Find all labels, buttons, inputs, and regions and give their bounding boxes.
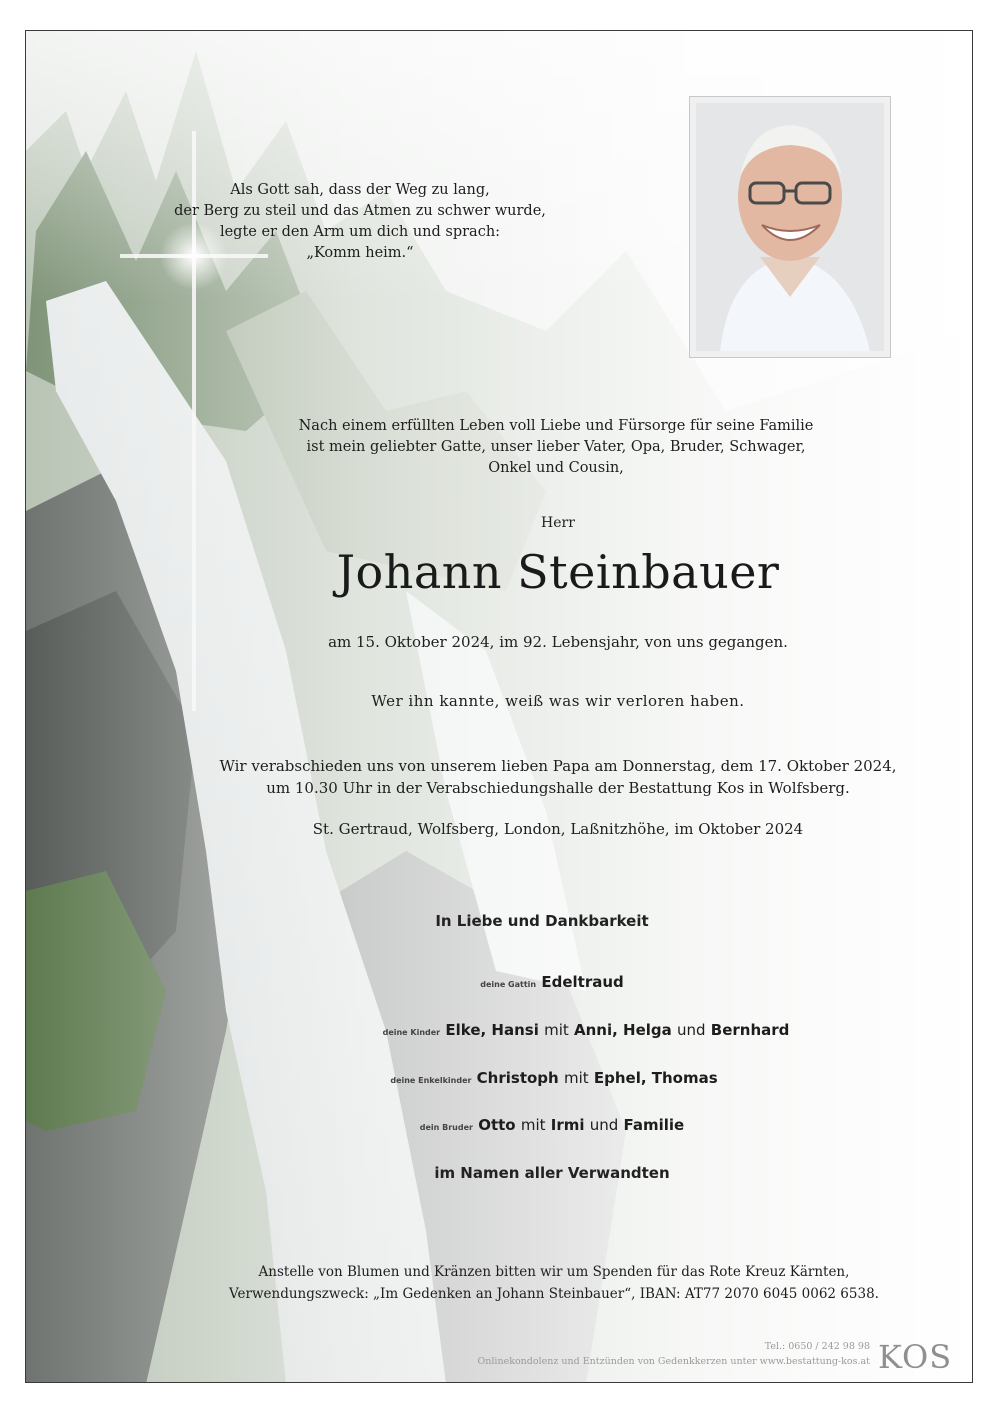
- mourner-wife: [52, 973, 1000, 991]
- place-date: St. Gertraud, Wolfsberg, London, Laßnitzhöhe, im Oktober 2024: [312, 820, 804, 838]
- death-date-line: am 15. Oktober 2024, im 92. Lebensjahr, von uns gegangen.: [328, 633, 788, 651]
- relation-label: deine Gattin: [480, 980, 537, 989]
- kos-logo: KOS: [878, 1338, 953, 1376]
- farewell-text: [58, 755, 1000, 799]
- intro-text: [56, 416, 1000, 479]
- relation-label: dein Bruder: [419, 1123, 473, 1132]
- mourner-name: Otto: [478, 1116, 516, 1134]
- connector: mit: [520, 1116, 546, 1134]
- mourner-name: Christoph: [476, 1069, 559, 1087]
- mourners-heading: In Liebe und Dankbarkeit: [435, 912, 649, 930]
- poem-line: „Komm heim.“: [306, 245, 414, 261]
- relation-label: deine Kinder: [382, 1028, 441, 1037]
- footer-phone: Tel.: 0650 / 242 98 98: [764, 1341, 870, 1352]
- mourner-name: Irmi: [550, 1116, 585, 1134]
- quote: Wer ihn kannte, weiß was wir verloren haben.: [371, 692, 745, 710]
- intro-line: ist mein geliebter Gatte, unser lieber Vater, Opa, Bruder, Schwager,: [306, 439, 806, 455]
- donation-text: [54, 1261, 1000, 1305]
- poem: [0, 180, 860, 264]
- connector: und: [589, 1116, 619, 1134]
- connector: mit: [563, 1069, 589, 1087]
- connector: mit: [544, 1021, 569, 1039]
- poem-line: der Berg zu steil und das Atmen zu schwer wurde,: [174, 203, 546, 219]
- farewell-line: Wir verabschieden uns von unserem lieben Papa am Donnerstag, dem 17. Oktober 2024,: [219, 757, 897, 775]
- mourner-name: Familie: [623, 1116, 685, 1134]
- footer-website: Onlinekondolenz und Entzünden von Gedenkkerzen unter www.bestattung-kos.at: [477, 1356, 870, 1367]
- mourner-name: Ephel, Thomas: [593, 1069, 718, 1087]
- farewell-line: um 10.30 Uhr in der Verabschiedungshalle der Bestattung Kos in Wolfsberg.: [266, 779, 850, 797]
- mourner-name: Edeltraud: [541, 973, 624, 991]
- poem-line: Als Gott sah, dass der Weg zu lang,: [230, 182, 490, 198]
- donation-line: Anstelle von Blumen und Kränzen bitten wir um Spenden für das Rote Kreuz Kärnten,: [258, 1264, 850, 1280]
- mourner-name: Anni, Helga: [574, 1021, 672, 1039]
- connector: und: [677, 1021, 706, 1039]
- poem-line: legte er den Arm um dich und sprach:: [219, 224, 501, 240]
- intro-line: Onkel und Cousin,: [488, 460, 624, 476]
- mourner-name: Bernhard: [710, 1021, 790, 1039]
- deceased-name: Johann Steinbauer: [336, 545, 780, 599]
- mourner-grandchildren: [54, 1069, 1000, 1087]
- mourner-brother: [52, 1116, 1000, 1134]
- donation-line: Verwendungszweck: „Im Gedenken an Johann Steinbauer“, IBAN: AT77 2070 6045 0062 6538.: [229, 1286, 879, 1302]
- mourners-closing: im Namen aller Verwandten: [434, 1164, 670, 1182]
- relation-label: deine Enkelkinder: [390, 1076, 472, 1085]
- salutation: Herr: [541, 515, 575, 531]
- mourner-children: [86, 1021, 1000, 1039]
- mourner-name: Elke, Hansi: [445, 1021, 539, 1039]
- intro-line: Nach einem erfüllten Leben voll Liebe und Fürsorge für seine Familie: [298, 418, 814, 434]
